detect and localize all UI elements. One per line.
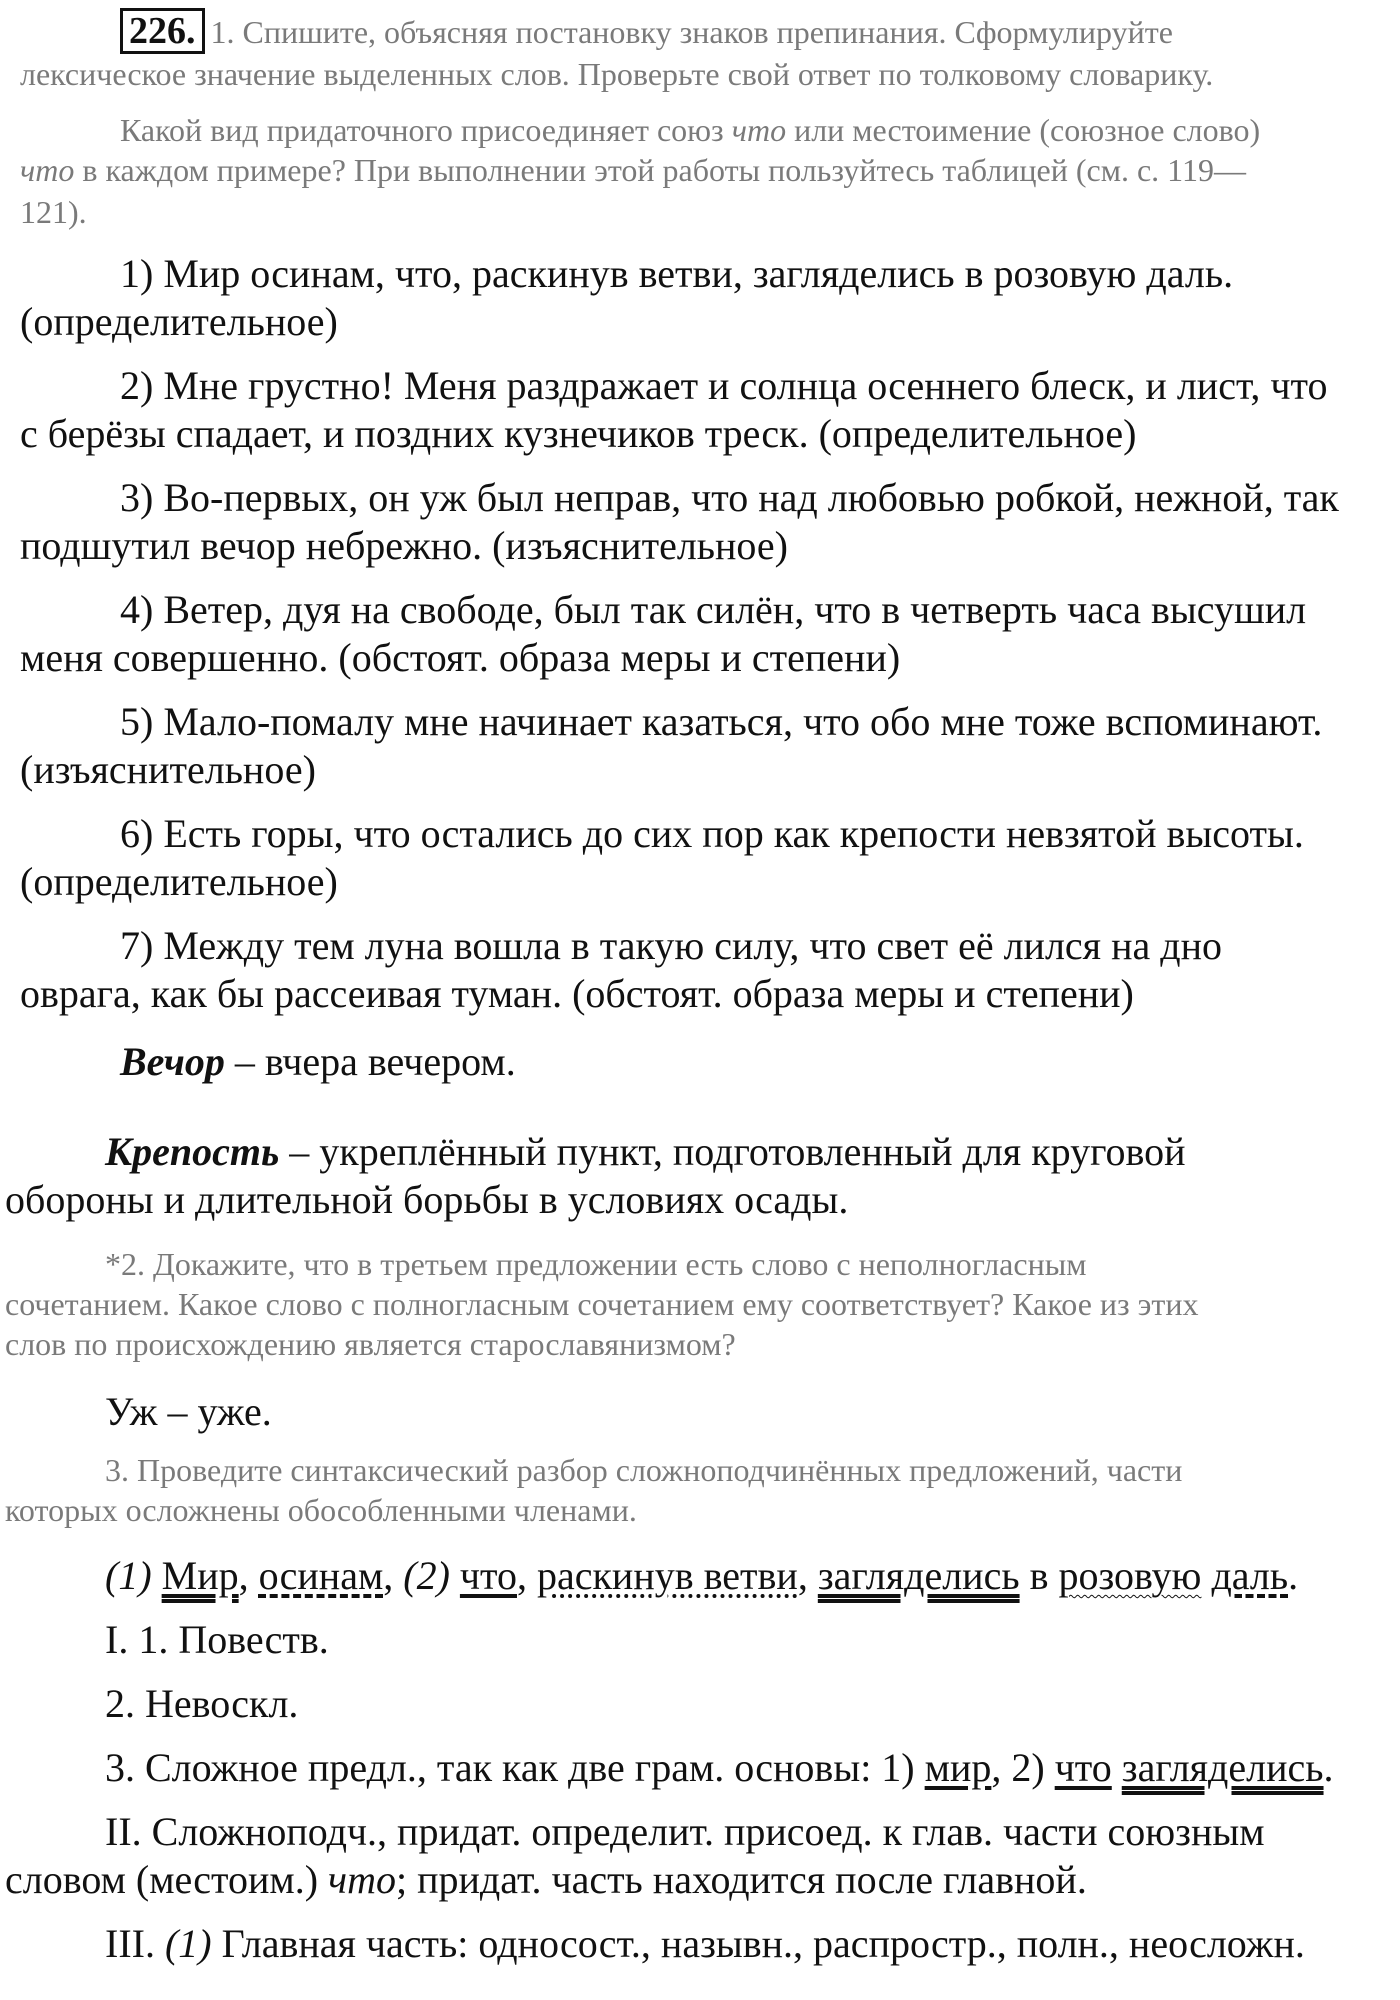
example-6-line-2: (определительное) bbox=[20, 859, 338, 904]
task2-line-1: *2. Докажите, что в третьем предложении есть слово с неполногласным bbox=[105, 1246, 1087, 1282]
instruction-2c: 121). bbox=[20, 194, 87, 230]
definition-krepost-line-1: Крепость – укреплённый пункт, подготовленный для круговой bbox=[105, 1129, 1186, 1174]
example-4-line-2: меня совершенно. (обстоят. образа меры и степени) bbox=[20, 635, 901, 680]
analysis-i-3: 3. Сложное предл., так как две грам. основы: 1) мир, 2) что загляделись. bbox=[105, 1745, 1334, 1790]
parsed-sentence: (1) Мир, осинам, (2) что, раскинув ветви, загляделись в розовую даль. bbox=[105, 1553, 1299, 1598]
defined-word-vechor: Вечор bbox=[120, 1039, 225, 1084]
task2-line-2: сочетанием. Какое слово с полногласным сочетанием ему соответствует? Какое из этих bbox=[5, 1286, 1199, 1322]
definition-vechor: Вечор – вчера вечером. bbox=[120, 1039, 516, 1084]
subject-word-2: что bbox=[459, 1553, 517, 1598]
adverbial-word: даль bbox=[1211, 1553, 1289, 1598]
analysis-ii-line-2: словом (местоим.) что; придат. часть находится после главной. bbox=[5, 1857, 1087, 1902]
object-word: осинам bbox=[258, 1553, 384, 1598]
instruction-1b: лексическое значение выделенных слов. Проверьте свой ответ по толковому словарику. bbox=[20, 56, 1214, 92]
instruction-2a: Какой вид придаточного присоединяет союз что или местоимение (союзное слово) bbox=[120, 112, 1261, 148]
instruction-1a: 1. Спишите, объясняя постановку знаков препинания. Сформулируйте bbox=[210, 14, 1173, 50]
definition-krepost-line-2: обороны и длительной борьбы в условиях осады. bbox=[5, 1177, 849, 1222]
example-2-line-2: с берёзы спадает, и поздних кузнечиков треск. (определительное) bbox=[20, 411, 1137, 456]
example-5-line-2: (изъяснительное) bbox=[20, 747, 316, 792]
task-header-line-1 bbox=[120, 8, 1173, 54]
task2-answer: Уж – уже. bbox=[105, 1389, 272, 1434]
task3-line-1: 3. Проведите синтаксический разбор сложноподчинённых предложений, части bbox=[105, 1452, 1183, 1488]
attribute-word: розовую bbox=[1058, 1553, 1202, 1598]
example-7-line-1: 7) Между тем луна вошла в такую силу, что свет её лился на дно bbox=[120, 923, 1222, 968]
instruction-2b: что в каждом примере? При выполнении этой работы пользуйтесь таблицей (см. с. 119— bbox=[20, 152, 1246, 188]
example-5-line-1: 5) Мало-помалу мне начинает казаться, что обо мне тоже вспоминают. bbox=[120, 699, 1323, 744]
task3-line-2: которых осложнены обособленными членами. bbox=[5, 1492, 637, 1528]
analysis-i-1: I. 1. Повеств. bbox=[105, 1617, 329, 1662]
participle-phrase: раскинув ветви bbox=[536, 1553, 798, 1598]
example-7-line-2: оврага, как бы рассеивая туман. (обстоят. образа меры и степени) bbox=[20, 971, 1134, 1016]
example-6-line-1: 6) Есть горы, что остались до сих пор как крепости невзятой высоты. bbox=[120, 811, 1304, 856]
subject-word: Мир bbox=[161, 1553, 239, 1598]
example-4-line-1: 4) Ветер, дуя на свободе, был так силён, что в четверть часа высушил bbox=[120, 587, 1307, 632]
defined-word-krepost: Крепость bbox=[105, 1129, 280, 1174]
task-number: 226. bbox=[120, 8, 205, 54]
example-3-line-1: 3) Во-первых, он уж был неправ, что над любовью робкой, нежной, так bbox=[120, 475, 1339, 520]
analysis-i-2: 2. Невоскл. bbox=[105, 1681, 299, 1726]
analysis-iii: III. (1) Главная часть: односост., назывн., распростр., полн., неосложн. bbox=[105, 1921, 1305, 1966]
predicate-word: загляделись bbox=[817, 1553, 1020, 1598]
example-1-line-1: 1) Мир осинам, что, раскинув ветви, загляделись в розовую даль. bbox=[120, 251, 1234, 296]
analysis-ii-line-1: II. Сложноподч., придат. определит. присоед. к глав. части союзным bbox=[105, 1809, 1265, 1854]
example-2-line-1: 2) Мне грустно! Меня раздражает и солнца осеннего блеск, и лист, что bbox=[120, 363, 1328, 408]
example-3-line-2: подшутил вечор небрежно. (изъяснительное) bbox=[20, 523, 788, 568]
task2-line-3: слов по происхождению является старославянизмом? bbox=[5, 1326, 736, 1362]
example-1-line-2: (определительное) bbox=[20, 299, 338, 344]
